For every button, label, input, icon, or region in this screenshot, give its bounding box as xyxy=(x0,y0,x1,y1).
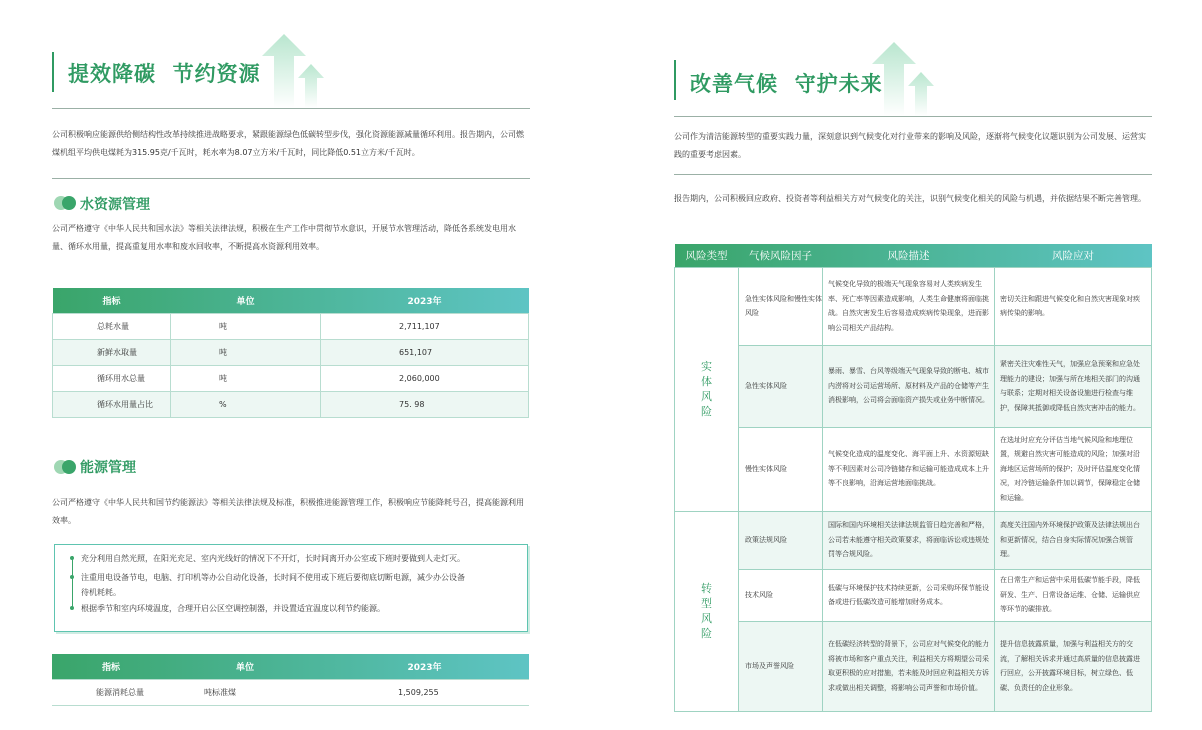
bullet-item: 注重用电设备节电，电脑、打印机等办公自动化设备，长时间不使用或下班后要彻底切断电源，减少办公设备 xyxy=(81,573,465,582)
table-cell: 1,509,255 xyxy=(320,679,529,705)
risk-desc: 低碳与环境保护技术持续更新，公司采购环保节能设备或进行低碳改造可能增加财务成本。 xyxy=(823,569,995,621)
table-cell: 新鲜水取量 xyxy=(53,339,171,365)
water-col-indicator: 指标 xyxy=(102,296,121,307)
risk-type-label: 实体风险 xyxy=(701,360,712,418)
table-row xyxy=(675,511,1152,569)
table-cell: 循环用水总量 xyxy=(53,365,171,391)
table-row xyxy=(53,365,529,391)
table-cell: % xyxy=(171,391,321,417)
table-row xyxy=(675,345,1152,427)
right-title-rule xyxy=(674,116,1152,117)
risk-factor: 慢性实体风险 xyxy=(739,427,823,511)
risk-desc: 暴雨、暴雪、台风等级端天气现象导致的断电、城市内涝将对公司运营场所、原材料及产品的仓储等产生消极影响，公司将会面临资产损失或业务中断情况。 xyxy=(823,345,995,427)
climate-risk-table xyxy=(674,244,1152,712)
table-cell: 循环水用量占比 xyxy=(53,391,171,417)
bullet-item: 充分利用自然光照，在阳光充足、室内光线好的情况下不开灯，长时间离开办公室或下班时要做到人走灯灭。 xyxy=(81,554,465,563)
section-dots-icon xyxy=(54,196,76,210)
table-cell: 吨 xyxy=(171,313,321,339)
table-cell: 总耗水量 xyxy=(53,313,171,339)
risk-factor: 市场及声誉风险 xyxy=(739,621,823,711)
risk-type-transition xyxy=(675,511,739,711)
table-row xyxy=(53,339,529,365)
water-heading: 水资源管理 xyxy=(80,197,150,213)
right-intro-rule xyxy=(674,174,1152,175)
growth-arrow-icon xyxy=(258,34,328,108)
bullet-dot-icon xyxy=(70,606,74,610)
table-cell: 吨标准煤 xyxy=(170,679,320,705)
left-page-title: 提效降碳 节约资源 xyxy=(68,62,261,86)
risk-table-header xyxy=(675,244,1152,267)
risk-factor: 急性实体风险和慢性实体风险 xyxy=(739,267,823,345)
bullet-dot-icon xyxy=(70,556,74,560)
water-table xyxy=(52,288,529,418)
risk-factor: 技术风险 xyxy=(739,569,823,621)
bullet-dot-icon xyxy=(70,575,74,579)
risk-desc: 在低碳经济转型的背景下，公司应对气候变化的能力将被市场和客户重点关注，利益相关方将期望公司采取更积极的应对措施，若未能及时回应利益相关方诉求或做出相关调整，将影响公司声誉和市场价值。 xyxy=(823,621,995,711)
risk-response: 密切关注和跟进气候变化和自然灾害现象对疾病传染的影响。 xyxy=(995,267,1152,345)
table-cell: 吨 xyxy=(171,365,321,391)
table-cell: 2,060,000 xyxy=(321,365,529,391)
energy-heading: 能源管理 xyxy=(80,460,136,476)
energy-table xyxy=(52,654,529,706)
risk-type-label: 转型风险 xyxy=(701,582,712,640)
left-title-rule xyxy=(52,108,530,109)
risk-col-type: 风险类型 xyxy=(685,249,728,262)
right-intro-text-2: 报告期内，公司积极回应政府、投资者等利益相关方对气候变化的关注，识别气候变化相关的风险与机遇，并依据结果不断完善管理。 xyxy=(674,194,1146,203)
risk-response: 提升信息披露质量，加强与利益相关方的交流，了解相关诉求并通过高质量的信息披露进行回应，公开披露环境目标，树立绿色、低碳、负责任的企业形象。 xyxy=(995,621,1152,711)
water-text: 公司严格遵守《中华人民共和国水法》等相关法律法规，积极在生产工作中贯彻节水意识，开展节水管理活动，降低各系统发电用水量、循环水用量，提高重复用水率和废水回收率，不断提高水资源利用效率。 xyxy=(52,224,516,251)
risk-response: 在日常生产和运营中采用低碳节能手段，降低研发、生产、日常设备运维、仓储、运输供应等环节的碳排放。 xyxy=(995,569,1152,621)
left-intro-text: 公司积极响应能源供给侧结构性改革持续推进战略要求，紧跟能源绿色低碳转型步伐，强化资源能源减量循环利用。报告期内，公司燃煤机组平均供电煤耗为315.95克/千瓦时，耗水率为8.07立方米/千瓦时，同比降低0.51立方米/千瓦时。 xyxy=(52,130,524,157)
risk-type-physical xyxy=(675,267,739,511)
left-title-arrows xyxy=(258,34,328,108)
table-row xyxy=(53,313,529,339)
table-row xyxy=(675,569,1152,621)
risk-factor: 政策法规风险 xyxy=(739,511,823,569)
risk-col-response: 风险应对 xyxy=(1052,249,1094,262)
energy-col-indicator: 指标 xyxy=(101,662,120,673)
table-row xyxy=(675,427,1152,511)
table-cell: 75. 98 xyxy=(321,391,529,417)
risk-response: 高度关注国内外环境保护政策及法律法规出台和更新情况，结合自身实际情况加强合规管理。 xyxy=(995,511,1152,569)
water-col-year: 2023年 xyxy=(407,296,442,307)
water-table-header xyxy=(53,288,529,313)
risk-col-factor: 气候风险因子 xyxy=(749,249,812,262)
left-intro-rule xyxy=(52,178,530,179)
risk-desc: 气候变化导致的极端天气现象容易对人类疾病发生率、死亡率等因素造成影响，人类生命健康将面临挑战。自然灾害发生后容易造成疾病传染现象，进而影响公司相关产品结构。 xyxy=(823,267,995,345)
risk-col-desc: 风险描述 xyxy=(887,249,930,262)
left-title-bar xyxy=(52,52,54,92)
table-cell: 能源消耗总量 xyxy=(52,679,170,705)
table-row xyxy=(675,267,1152,345)
risk-factor: 急性实体风险 xyxy=(739,345,823,427)
table-row xyxy=(52,679,529,705)
right-page-title: 改善气候 守护未来 xyxy=(690,72,883,96)
energy-col-year: 2023年 xyxy=(407,662,442,673)
risk-desc: 气候变化造成的温度变化、海平面上升、水资源短缺等不利因素对公司冷链储存和运输可能造成成本上升等不良影响，沿海运营地面临挑战。 xyxy=(823,427,995,511)
bullet-timeline xyxy=(72,556,73,608)
table-cell: 651,107 xyxy=(321,339,529,365)
table-row xyxy=(53,391,529,417)
section-dots-icon xyxy=(54,460,76,474)
water-col-unit: 单位 xyxy=(236,296,255,307)
table-cell: 2,711,107 xyxy=(321,313,529,339)
table-row xyxy=(675,621,1152,711)
bullet-item: 根据季节和室内环境温度，合理开启公区空调控制器，并设置适宜温度以利节约能源。 xyxy=(81,604,385,613)
bullet-item: 待机耗耗。 xyxy=(81,588,121,597)
energy-text: 公司严格遵守《中华人民共和国节约能源法》等相关法律法规及标准，积极推进能源管理工作，积极响应节能降耗号召，提高能源利用效率。 xyxy=(52,498,524,525)
right-intro-text: 公司作为清洁能源转型的重要实践力量，深刻意识到气候变化对行业带来的影响及风险，逐渐将气候变化议题识别为公司发展、运营实践的重要考虑因素。 xyxy=(674,132,1146,159)
energy-col-unit: 单位 xyxy=(235,662,254,673)
risk-desc: 国际和国内环境相关法律法规监管日趋完善和严格，公司若未能遵守相关政策要求，将面临诉讼或违规处罚等合规风险。 xyxy=(823,511,995,569)
risk-response: 紧密关注灾难性天气，加强应急预案和应急处理能力的建设；加强与所在地相关部门的沟通与联系；定期对相关设备设施进行检查与维护，保障其抵御或降低自然灾害冲击的能力。 xyxy=(995,345,1152,427)
right-title-bar xyxy=(674,60,676,100)
risk-response: 在选址时应充分评估当地气候风险和地理位置，规避自然灾害可能造成的风险；加强对沿海地区运营场所的保护；及时评估温度变化情况，对冷链运输条件加以调节，保障稳定仓储和运输。 xyxy=(995,427,1152,511)
table-cell: 吨 xyxy=(171,339,321,365)
energy-table-header xyxy=(52,654,529,679)
